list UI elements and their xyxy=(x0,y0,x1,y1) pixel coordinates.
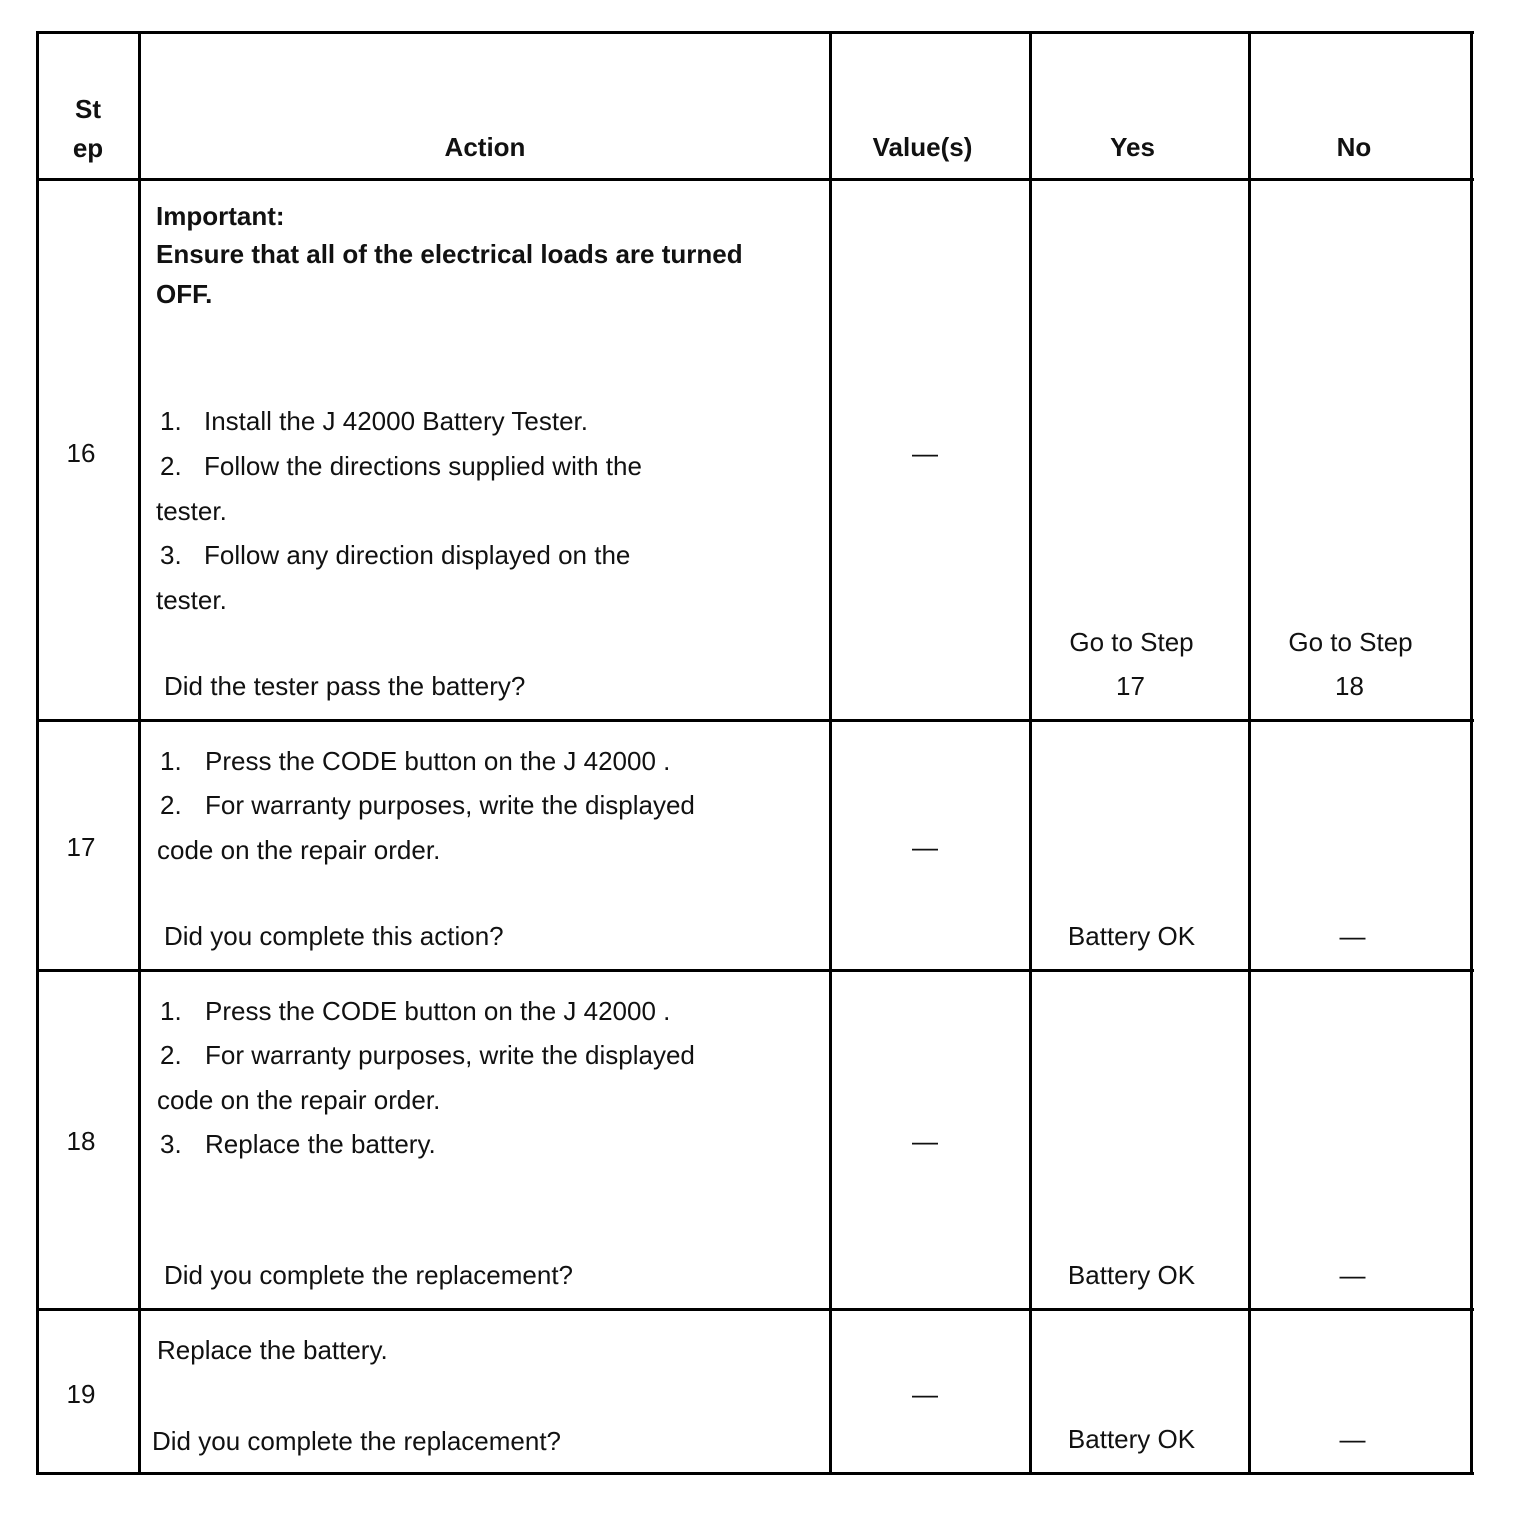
list-number: 1. xyxy=(160,746,182,776)
row-divider-17-18 xyxy=(36,969,1474,972)
list-text: For warranty purposes, write the displayed xyxy=(205,1040,695,1070)
header-step xyxy=(37,96,139,122)
list-number: 3. xyxy=(160,1129,182,1159)
row18-no: — xyxy=(1339,1260,1366,1290)
header-divider xyxy=(36,178,1474,181)
list-number: 1. xyxy=(160,406,182,436)
row19-no: — xyxy=(1339,1424,1366,1454)
list-number: 2. xyxy=(160,790,182,820)
table-border-top xyxy=(36,31,1474,34)
important-text-line2: OFF. xyxy=(156,279,213,309)
row16-yes-line1: Go to Step xyxy=(1069,627,1194,657)
row18-item2-cont: code on the repair order. xyxy=(157,1085,441,1115)
col-divider-action-value xyxy=(829,31,832,1475)
header-action: Action xyxy=(444,132,526,162)
row16-no-line2: 18 xyxy=(1335,671,1364,701)
row19-yes: Battery OK xyxy=(1067,1424,1196,1454)
col-divider-value-yes xyxy=(1029,31,1032,1475)
list-text: Follow the directions supplied with the xyxy=(204,451,642,481)
header-no: No xyxy=(1336,132,1372,162)
row17-value: — xyxy=(912,832,938,862)
row17-yes: Battery OK xyxy=(1067,921,1196,951)
row18-value: — xyxy=(912,1126,938,1156)
row16-no-line1: Go to Step xyxy=(1288,627,1413,657)
table-border-right xyxy=(1470,31,1473,1475)
row16-yes-line2: 17 xyxy=(1116,671,1145,701)
step-18: 18 xyxy=(66,1126,96,1156)
col-divider-yes-no xyxy=(1248,31,1251,1475)
row18-yes: Battery OK xyxy=(1067,1260,1196,1290)
row17-item2 xyxy=(160,792,695,818)
header-step-line2-wrap xyxy=(37,135,139,161)
row18-item3 xyxy=(160,1131,436,1157)
row16-question: Did the tester pass the battery? xyxy=(164,671,526,701)
important-text-line1: Ensure that all of the electrical loads are turned xyxy=(156,239,743,269)
row16-item2 xyxy=(160,453,642,479)
header-values: Value(s) xyxy=(872,132,973,162)
step-19: 19 xyxy=(66,1379,96,1409)
row18-question: Did you complete the replacement? xyxy=(164,1260,574,1290)
row18-item1 xyxy=(160,998,670,1024)
list-text: Install the J 42000 Battery Tester. xyxy=(204,406,588,436)
row16-item1 xyxy=(160,408,588,434)
row17-no: — xyxy=(1339,921,1366,951)
step-16: 16 xyxy=(66,438,96,468)
list-number: 2. xyxy=(160,1040,182,1070)
list-number: 1. xyxy=(160,996,182,1026)
list-text: Replace the battery. xyxy=(205,1129,436,1159)
row17-question: Did you complete this action? xyxy=(164,921,504,951)
row17-item1 xyxy=(160,748,670,774)
row-divider-18-19 xyxy=(36,1308,1474,1311)
row16-value: — xyxy=(912,438,938,468)
row19-value: — xyxy=(912,1379,938,1409)
header-step-line2: ep xyxy=(72,133,104,163)
list-text: For warranty purposes, write the displayed xyxy=(205,790,695,820)
important-label: Important: xyxy=(156,201,285,231)
row18-item2 xyxy=(160,1042,695,1068)
list-number: 3. xyxy=(160,540,182,570)
list-text: Press the CODE button on the J 42000 . xyxy=(205,996,671,1026)
step-17: 17 xyxy=(66,832,96,862)
row19-action: Replace the battery. xyxy=(157,1335,388,1365)
table-border-bottom xyxy=(36,1472,1474,1475)
row16-item3 xyxy=(160,542,630,568)
list-text: Press the CODE button on the J 42000 . xyxy=(205,746,671,776)
header-step-line1: St xyxy=(75,94,101,124)
row16-item2-cont: tester. xyxy=(156,496,227,526)
list-text: Follow any direction displayed on the xyxy=(204,540,631,570)
row16-item3-cont: tester. xyxy=(156,585,227,615)
table-border-left xyxy=(36,31,39,1475)
header-yes: Yes xyxy=(1110,132,1155,162)
list-number: 2. xyxy=(160,451,182,481)
row-divider-16-17 xyxy=(36,719,1474,722)
row19-question: Did you complete the replacement? xyxy=(152,1426,562,1456)
row17-item2-cont: code on the repair order. xyxy=(157,835,441,865)
col-divider-step-action xyxy=(138,31,141,1475)
